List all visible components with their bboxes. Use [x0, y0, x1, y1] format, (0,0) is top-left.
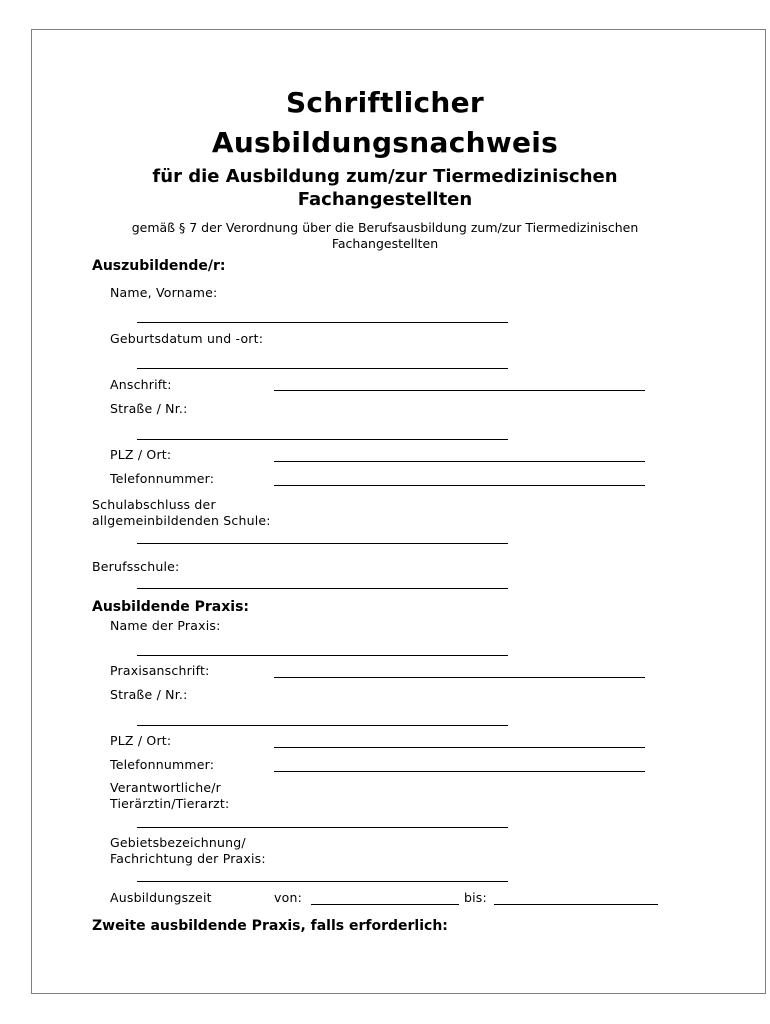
field-line-period-to[interactable] — [494, 904, 658, 905]
field-line-vocational-school[interactable] — [137, 588, 508, 589]
label-training-period: Ausbildungszeit — [110, 890, 212, 905]
label-practice-zip-city: PLZ / Ort: — [110, 733, 172, 748]
label-practice-name: Name der Praxis: — [110, 618, 221, 633]
field-line-street[interactable] — [137, 439, 508, 440]
section-heading-trainee: Auszubildende/r: — [92, 258, 226, 274]
document-subtitle-line2: Fachangestellten — [297, 189, 473, 210]
label-practice-address: Praxisanschrift: — [110, 663, 210, 678]
label-school-line2: allgemeinbildenden Schule: — [92, 513, 271, 528]
field-line-responsible-vet[interactable] — [137, 827, 508, 828]
document-title-line2: Ausbildungsnachweis — [211, 126, 559, 159]
label-street: Straße / Nr.: — [110, 401, 188, 416]
field-line-practice-area[interactable] — [137, 881, 508, 882]
label-practice-phone: Telefonnummer: — [110, 757, 215, 772]
field-line-birth[interactable] — [137, 368, 508, 369]
label-phone: Telefonnummer: — [110, 471, 215, 486]
label-period-to: bis: — [464, 890, 487, 905]
section-heading-second-practice: Zweite ausbildende Praxis, falls erforderlich: — [92, 918, 448, 934]
label-period-from: von: — [274, 890, 302, 905]
label-responsible-vet-line1: Verantwortliche/r — [110, 780, 221, 795]
label-vocational-school: Berufsschule: — [92, 559, 180, 574]
field-line-practice-zip-city[interactable] — [274, 747, 645, 748]
field-line-practice-phone[interactable] — [274, 771, 645, 772]
field-line-name[interactable] — [137, 322, 508, 323]
field-line-school[interactable] — [137, 543, 508, 544]
field-line-zip-city[interactable] — [274, 461, 645, 462]
field-line-phone[interactable] — [274, 485, 645, 486]
label-practice-area-line1: Gebietsbezeichnung/ — [110, 835, 246, 850]
label-zip-city: PLZ / Ort: — [110, 447, 172, 462]
section-heading-practice: Ausbildende Praxis: — [92, 599, 250, 615]
label-birth: Geburtsdatum und -ort: — [110, 331, 264, 346]
legal-reference-line1: gemäß § 7 der Verordnung über die Berufsausbildung zum/zur Tiermedizinischen — [131, 220, 639, 235]
label-responsible-vet-line2: Tierärztin/Tierarzt: — [110, 796, 230, 811]
document-subtitle-line1: für die Ausbildung zum/zur Tiermedizinischen — [152, 166, 618, 187]
label-school-line1: Schulabschluss der — [92, 497, 216, 512]
label-practice-area-line2: Fachrichtung der Praxis: — [110, 851, 266, 866]
label-name: Name, Vorname: — [110, 285, 218, 300]
legal-reference-line2: Fachangestellten — [331, 236, 439, 251]
field-line-practice-name[interactable] — [137, 655, 508, 656]
field-line-practice-address[interactable] — [274, 677, 645, 678]
field-line-address[interactable] — [274, 390, 645, 391]
field-line-practice-street[interactable] — [137, 725, 508, 726]
field-line-period-from[interactable] — [311, 904, 459, 905]
document-title-line1: Schriftlicher — [285, 86, 485, 119]
label-practice-street: Straße / Nr.: — [110, 687, 188, 702]
label-address: Anschrift: — [110, 377, 172, 392]
